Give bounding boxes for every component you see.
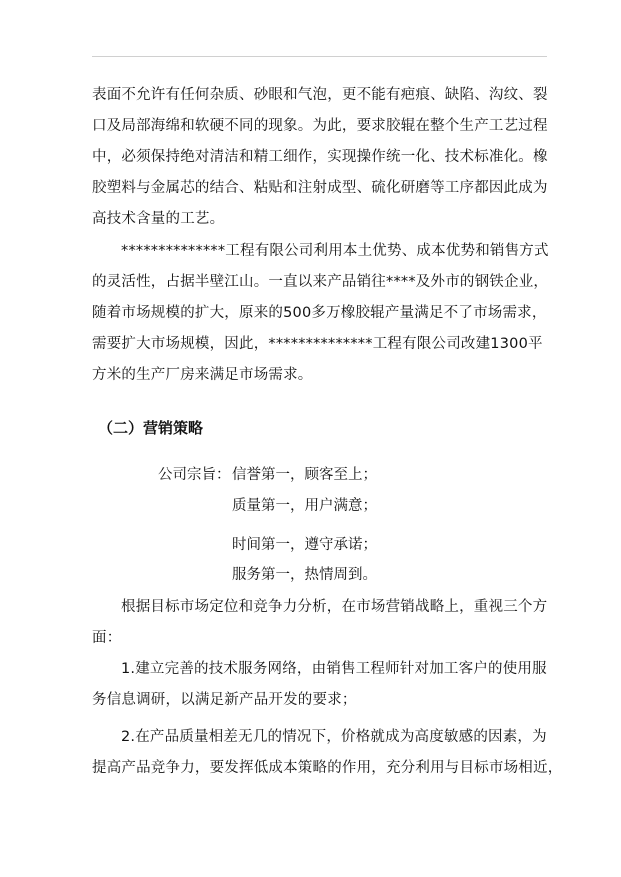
text-line: 根据目标市场定位和竞争力分析，在市场营销战略上，重视三个方: [121, 599, 548, 615]
text-line: 面：: [92, 630, 122, 646]
list-item-low-cost: [92, 722, 563, 784]
text-line: 中，必须保持绝对清洁和精工细作，实现操作统一化、技术标准化。橡: [92, 149, 548, 165]
paragraph-company-market: [92, 236, 547, 391]
text-line: 的灵活性，占据半壁江山。一直以来产品销往****及外市的钢铁企业，: [92, 274, 549, 290]
text-line: 方米的生产厂房来满足市场需求。: [92, 367, 313, 383]
text-line: **************工程有限公司利用本土优势、成本优势和销售方式: [121, 243, 549, 259]
motto-line: 时间第一，遵守承诺；: [232, 537, 377, 553]
paragraph-process-requirements: [92, 80, 547, 235]
motto-line: 质量第一，用户满意；: [232, 498, 377, 514]
text-line: 提高产品竞争力，要发挥低成本策略的作用，充分利用与目标市场相近，: [92, 760, 563, 776]
text-line: 需要扩大市场规模，因此，**************工程有限公司改建1300平: [92, 336, 543, 352]
motto-lead: 公司宗旨：: [158, 467, 231, 483]
motto-line: 服务第一，热情周到。: [232, 567, 377, 583]
header-rule: [92, 56, 547, 57]
section-heading: （二）营销策略: [98, 419, 204, 437]
text-line: 表面不允许有任何杂质、砂眼和气泡，更不能有疤痕、缺陷、沟纹、裂: [92, 87, 548, 103]
list-item-service-network: [92, 654, 547, 716]
text-line: 口及局部海绵和软硬不同的现象。为此，要求胶辊在整个生产工艺过程: [92, 118, 548, 134]
paragraph-strategy-intro: [92, 592, 547, 654]
text-line: 高技术含量的工艺。: [92, 211, 225, 227]
motto-line: 信誉第一，顾客至上；: [232, 467, 377, 483]
text-line: 胶塑料与金属芯的结合、粘贴和注射成型、硫化研磨等工序都因此成为: [92, 180, 548, 196]
text-line: 务信息调研，以满足新产品开发的要求；: [92, 692, 357, 708]
text-line: 2.在产品质量相差无几的情况下，价格就成为高度敏感的因素，为: [121, 729, 547, 745]
text-line: 1.建立完善的技术服务网络，由销售工程师针对加工客户的使用服: [121, 661, 547, 677]
text-line: 随着市场规模的扩大，原来的500多万橡胶辊产量满足不了市场需求，: [92, 305, 547, 321]
